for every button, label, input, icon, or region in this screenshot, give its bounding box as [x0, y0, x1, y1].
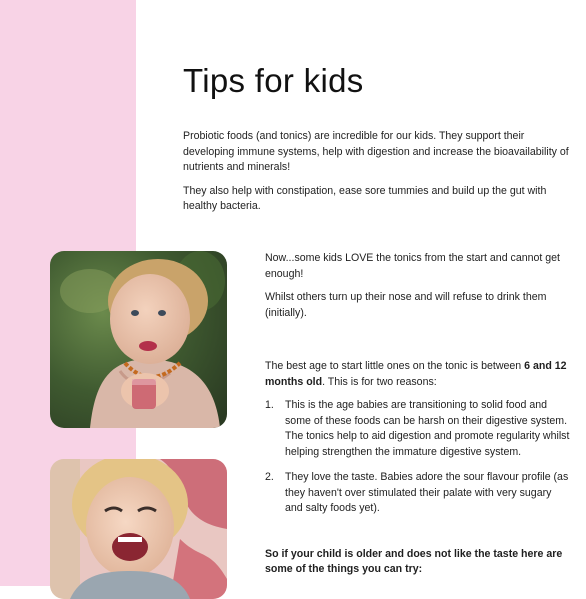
- page-title: Tips for kids: [183, 62, 364, 99]
- kids-love-tonics-text: Now...some kids LOVE the tonics from the start and cannot get enough!: [265, 252, 561, 280]
- reason-text: They love the taste. Babies adore the sour flavour profile (as they haven't over stimulated their palate with very sugary and salty foods yet).: [285, 471, 569, 514]
- toddler-drinking-photo: [50, 251, 227, 428]
- best-age-outro: . This is for two reasons:: [322, 375, 437, 388]
- reason-item: [265, 470, 571, 517]
- best-age-intro: The best age to start little ones on the tonic is between: [265, 360, 525, 372]
- kids-refuse-text: Whilst others turn up their nose and will refuse to drink them (initially).: [265, 291, 547, 319]
- intro-paragraph-1: Probiotic foods (and tonics) are incredible for our kids. They support their developing immune systems, help with digestion and increase the bioavailability of nutrients and minerals!: [183, 130, 569, 173]
- reason-number: 2.: [265, 471, 274, 483]
- reason-item: [265, 398, 571, 460]
- older-child-question: So if your child is older and does not like the taste here are some of the things you can try:: [265, 547, 563, 575]
- spacer: [265, 329, 571, 359]
- intro-text: [183, 129, 571, 223]
- best-age-paragraph: [265, 359, 571, 390]
- reasons-list: [265, 398, 571, 517]
- best-age-range: 6 and 12 months old: [265, 360, 567, 388]
- intro-paragraph-2: They also help with constipation, ease sore tummies and build up the gut with healthy bacteria.: [183, 184, 547, 212]
- laughing-child-photo: [50, 459, 227, 599]
- reason-number: 1.: [265, 399, 274, 411]
- reason-text: This is the age babies are transitioning to solid food and some of these foods can be harsh on their digestive system. The tonics help to aid digestion and promote regularity whilst helping strengthen the immature digestive system.: [285, 399, 570, 458]
- tips-column: [265, 251, 571, 586]
